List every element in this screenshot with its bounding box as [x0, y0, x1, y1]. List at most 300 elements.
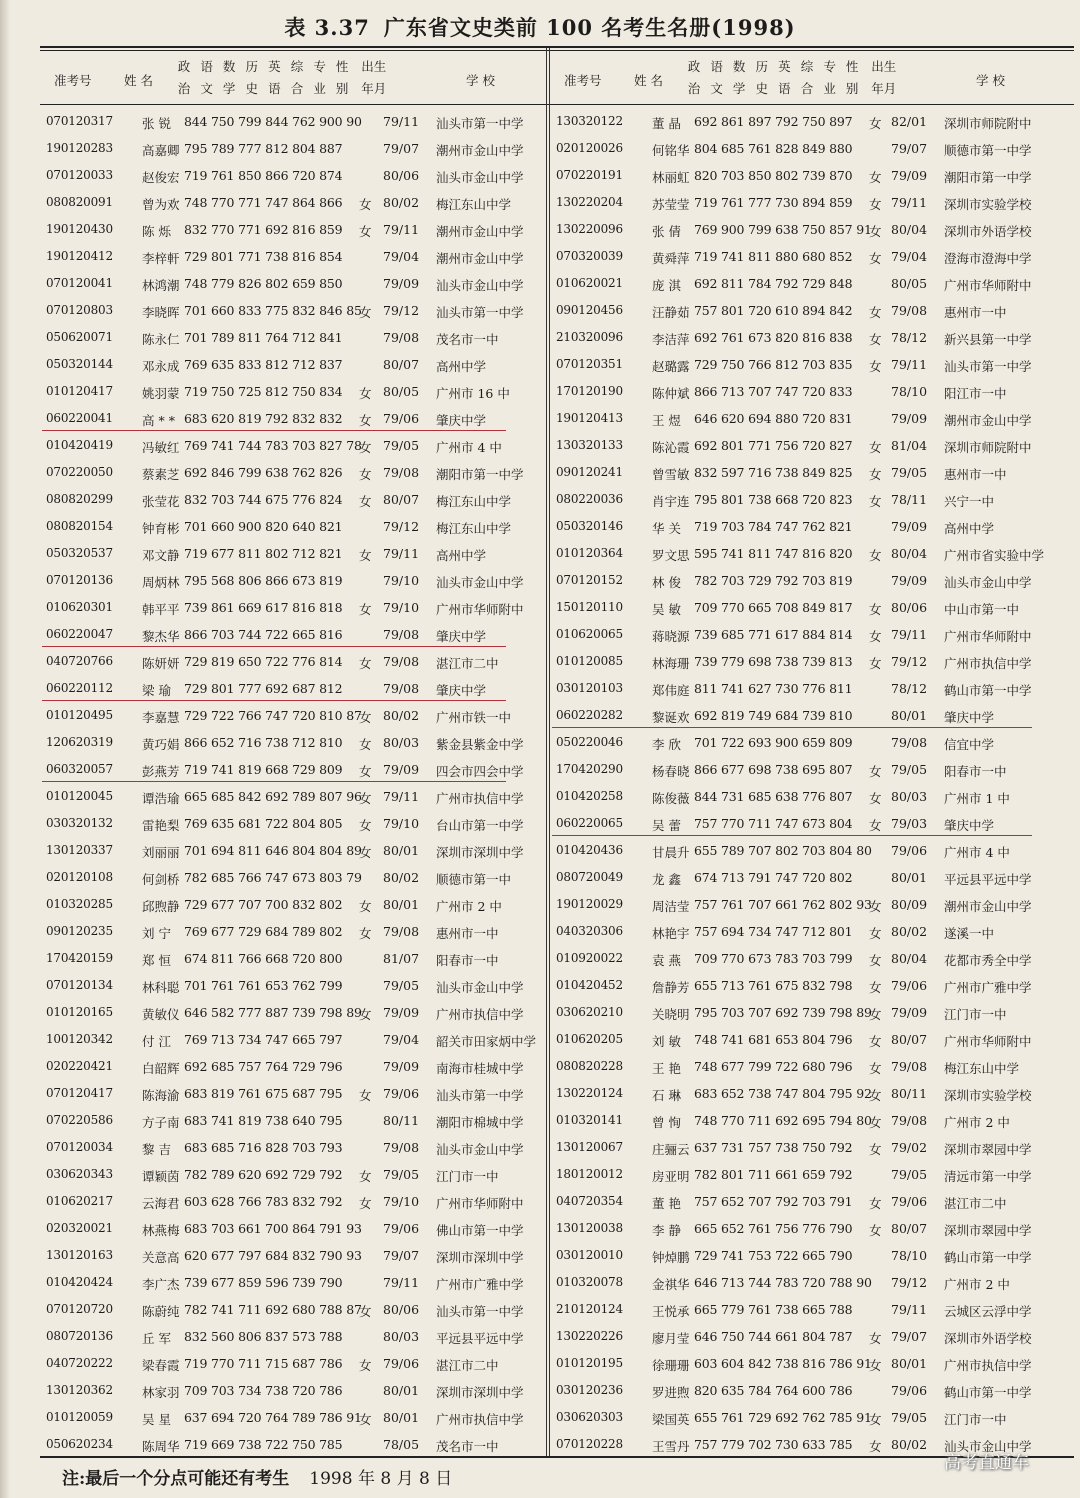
candidate-id: 010620217 — [46, 1194, 113, 1208]
candidate-scores: 701 722 693 900 659 809 — [694, 735, 853, 750]
candidate-sex: 女 — [359, 1007, 372, 1022]
candidate-name: 林丽虹 — [652, 170, 690, 185]
candidate-birth: 79/07 — [891, 1329, 928, 1344]
table-row — [556, 1215, 1072, 1242]
candidate-school: 中山市第一中 — [944, 602, 1020, 617]
candidate-birth: 79/09 — [383, 1059, 420, 1074]
candidate-birth: 79/06 — [383, 1221, 420, 1236]
table-row — [556, 1134, 1072, 1161]
candidate-name: 邓文静 — [142, 548, 180, 563]
candidate-birth: 79/11 — [891, 1302, 928, 1317]
candidate-id: 130120337 — [46, 843, 113, 857]
candidate-scores: 739 685 771 617 884 814 — [694, 627, 853, 642]
table-row — [46, 1053, 546, 1080]
candidate-id: 050320144 — [46, 357, 113, 371]
candidate-id: 080720049 — [556, 870, 623, 884]
candidate-birth: 80/06 — [383, 1302, 420, 1317]
candidate-sex: 女 — [869, 170, 882, 185]
candidate-birth: 79/06 — [383, 1356, 420, 1371]
candidate-birth: 79/05 — [383, 978, 420, 993]
candidate-scores: 832 560 806 837 573 788 — [184, 1329, 343, 1344]
candidate-id: 010420436 — [556, 843, 623, 857]
candidate-sex: 女 — [869, 1439, 882, 1454]
header-subject: 政 治 — [177, 59, 191, 96]
candidate-birth: 78/12 — [891, 330, 928, 345]
candidate-name: 郑伟庭 — [652, 683, 690, 698]
candidate-school: 汕头市金山中学 — [944, 575, 1032, 590]
candidate-scores: 769 713 734 747 665 797 — [184, 1032, 343, 1047]
candidate-school: 新兴县第一中学 — [944, 332, 1032, 347]
candidate-name: 林家羽 — [142, 1385, 180, 1400]
candidate-scores: 692 811 784 792 729 848 — [694, 276, 853, 291]
table-row — [46, 1350, 546, 1377]
candidate-school: 广州市 16 中 — [436, 386, 510, 401]
candidate-sex: 女 — [359, 413, 372, 428]
candidate-birth: 79/05 — [891, 1410, 928, 1425]
candidate-school: 肇庆中学 — [944, 710, 995, 725]
candidate-scores: 692 761 673 820 816 838 — [694, 330, 853, 345]
candidate-school: 汕头市第一中学 — [436, 305, 524, 320]
candidate-id: 070320039 — [556, 249, 623, 263]
candidate-id: 010320285 — [46, 897, 113, 911]
candidate-school: 惠州市一中 — [944, 305, 1007, 320]
table-row — [46, 540, 546, 567]
candidate-name: 庄骊云 — [652, 1142, 690, 1157]
candidate-sex: 女 — [869, 305, 882, 320]
candidate-school: 潮阳市棉城中学 — [436, 1115, 524, 1130]
candidate-birth: 79/09 — [891, 519, 928, 534]
candidate-school: 梅江东山中学 — [436, 197, 512, 212]
candidate-birth: 79/02 — [891, 1140, 928, 1155]
table-row — [556, 486, 1072, 513]
candidate-id: 070120033 — [46, 168, 113, 182]
candidate-school: 汕头市金山中学 — [436, 1142, 524, 1157]
table-row — [46, 675, 546, 702]
candidate-id: 010620065 — [556, 627, 623, 641]
red-underline — [42, 646, 506, 647]
candidate-name: 李 静 — [652, 1223, 681, 1238]
candidate-id: 010420419 — [46, 438, 113, 452]
candidate-sex: 女 — [359, 602, 372, 617]
candidate-sex: 女 — [359, 548, 372, 563]
candidate-sex: 女 — [359, 845, 372, 860]
candidate-birth: 80/07 — [383, 357, 420, 372]
candidate-scores: 757 761 707 661 762 802 93 — [694, 897, 872, 912]
candidate-birth: 80/02 — [383, 708, 420, 723]
candidate-id: 060220065 — [556, 816, 623, 830]
table-row — [46, 486, 546, 513]
candidate-birth: 79/09 — [891, 1005, 928, 1020]
candidate-id: 090120241 — [556, 465, 623, 479]
candidate-birth: 80/07 — [891, 1032, 928, 1047]
candidate-id: 090120456 — [556, 303, 623, 317]
table-row — [46, 1296, 546, 1323]
table-row — [46, 1188, 546, 1215]
table-row — [556, 1323, 1072, 1350]
candidate-id: 130120038 — [556, 1221, 623, 1235]
candidate-scores: 701 660 900 820 640 821 — [184, 519, 343, 534]
candidate-name: 林鸿潮 — [142, 278, 180, 293]
candidate-name: 陈 烁 — [142, 224, 171, 239]
candidate-name: 陈俊薇 — [652, 791, 690, 806]
candidate-name: 罗进煦 — [652, 1385, 690, 1400]
candidate-birth: 80/03 — [383, 735, 420, 750]
candidate-scores: 757 652 707 792 703 791 — [694, 1194, 853, 1209]
table-right — [556, 108, 1072, 1458]
candidate-school: 潮阳市第一中学 — [944, 170, 1032, 185]
watermark: 高考直通车 — [944, 1453, 1029, 1473]
candidate-name: 丘 军 — [142, 1331, 171, 1346]
candidate-school: 阳春市一中 — [436, 953, 499, 968]
candidate-scores: 832 703 744 675 776 824 — [184, 492, 343, 507]
candidate-school: 南海市桂城中学 — [436, 1061, 524, 1076]
candidate-scores: 709 770 665 708 849 817 — [694, 600, 853, 615]
candidate-id: 030620343 — [46, 1167, 113, 1181]
candidate-id: 040720354 — [556, 1194, 623, 1208]
candidate-birth: 78/10 — [891, 384, 928, 399]
candidate-school: 高州中学 — [436, 359, 487, 374]
candidate-name: 林燕梅 — [142, 1223, 180, 1238]
table-row — [46, 432, 546, 459]
candidate-school: 韶关市田家炳中学 — [436, 1034, 537, 1049]
candidate-name: 关意高 — [142, 1250, 180, 1265]
candidate-sex: 女 — [359, 1196, 372, 1211]
candidate-id: 070120136 — [46, 573, 113, 587]
candidate-sex: 女 — [869, 1358, 882, 1373]
candidate-sex: 女 — [359, 791, 372, 806]
candidate-scores: 620 677 797 684 832 790 93 — [184, 1248, 362, 1263]
table-row — [556, 1026, 1072, 1053]
candidate-school: 平远县平远中学 — [944, 872, 1032, 887]
candidate-school: 广州市执信中学 — [436, 791, 524, 806]
candidate-school: 广州市 2 中 — [436, 899, 502, 914]
candidate-sex: 女 — [869, 440, 882, 455]
candidate-scores: 844 731 685 638 776 807 — [694, 789, 853, 804]
candidate-school: 广州市 4 中 — [944, 845, 1010, 860]
table-row — [46, 1242, 546, 1269]
table-row — [46, 810, 546, 837]
candidate-id: 010120045 — [46, 789, 113, 803]
candidate-name: 徐珊珊 — [652, 1358, 690, 1373]
table-row — [46, 648, 546, 675]
candidate-school: 广州市华师附中 — [944, 1034, 1032, 1049]
table-row — [556, 999, 1072, 1026]
candidate-sex: 女 — [359, 1358, 372, 1373]
candidate-id: 020220421 — [46, 1059, 113, 1073]
table-row — [46, 729, 546, 756]
candidate-school: 深圳市实验学校 — [944, 1088, 1032, 1103]
candidate-scores: 709 770 673 783 703 799 — [694, 951, 853, 966]
candidate-sex: 女 — [869, 1088, 882, 1103]
candidate-school: 四会市四会中学 — [436, 764, 524, 779]
candidate-scores: 683 741 819 738 640 795 — [184, 1113, 343, 1128]
candidate-name: 李梓軒 — [142, 251, 180, 266]
candidate-name: 高 * * — [142, 413, 175, 428]
candidate-name: 李晓晖 — [142, 305, 180, 320]
candidate-id: 130220226 — [556, 1329, 623, 1343]
candidate-birth: 80/07 — [383, 492, 420, 507]
candidate-id: 050620234 — [46, 1437, 113, 1451]
table-row — [556, 513, 1072, 540]
candidate-school: 茂名市一中 — [436, 1439, 499, 1454]
table-row — [556, 918, 1072, 945]
candidate-name: 李 欣 — [652, 737, 681, 752]
candidate-name: 付 江 — [142, 1034, 171, 1049]
candidate-id: 040320306 — [556, 924, 623, 938]
candidate-id: 120620319 — [46, 735, 113, 749]
candidate-sex: 女 — [869, 926, 882, 941]
candidate-scores: 739 779 698 738 739 813 — [694, 654, 853, 669]
table-row — [46, 216, 546, 243]
table-row — [46, 1215, 546, 1242]
header-subject: 英 语 — [268, 59, 281, 96]
table-row — [556, 459, 1072, 486]
candidate-id: 030120010 — [556, 1248, 623, 1262]
candidate-school: 澄海市澄海中学 — [944, 251, 1032, 266]
candidate-name: 廖月莹 — [652, 1331, 690, 1346]
candidate-birth: 80/01 — [891, 708, 928, 723]
candidate-school: 江门市一中 — [436, 1169, 499, 1184]
candidate-id: 010920022 — [556, 951, 623, 965]
candidate-name: 罗文思 — [652, 548, 690, 563]
candidate-id: 030120103 — [556, 681, 623, 695]
candidate-birth: 79/12 — [383, 303, 420, 318]
candidate-name: 华 关 — [652, 521, 681, 536]
candidate-sex: 女 — [869, 602, 882, 617]
candidate-school: 高州中学 — [944, 521, 995, 536]
candidate-scores: 701 660 833 775 832 846 85 — [184, 303, 362, 318]
candidate-birth: 79/12 — [891, 654, 928, 669]
candidate-id: 190120413 — [556, 411, 623, 425]
candidate-birth: 80/01 — [383, 1410, 420, 1425]
column-divider — [546, 48, 547, 1456]
candidate-name: 刘丽丽 — [142, 845, 180, 860]
table-row — [556, 1161, 1072, 1188]
candidate-scores: 782 703 729 792 703 819 — [694, 573, 853, 588]
candidate-birth: 79/11 — [891, 627, 928, 642]
candidate-scores: 729 677 707 700 832 802 — [184, 897, 343, 912]
candidate-sex: 女 — [869, 548, 882, 563]
candidate-birth: 79/10 — [383, 1194, 420, 1209]
candidate-id: 170420159 — [46, 951, 113, 965]
candidate-name: 蔡素芝 — [142, 467, 180, 482]
candidate-school: 汕头市金山中学 — [436, 575, 524, 590]
candidate-school: 潮州市金山中学 — [944, 899, 1032, 914]
candidate-id: 010420424 — [46, 1275, 113, 1289]
candidate-school: 汕头市第一中学 — [436, 1304, 524, 1319]
table-row — [556, 729, 1072, 756]
candidate-id: 010320141 — [556, 1113, 623, 1127]
candidate-scores: 719 703 784 747 762 821 — [694, 519, 853, 534]
candidate-id: 070120034 — [46, 1140, 113, 1154]
candidate-id: 020120026 — [556, 141, 623, 155]
candidate-scores: 719 741 819 668 729 809 — [184, 762, 343, 777]
candidate-sex: 女 — [869, 764, 882, 779]
candidate-name: 雷艳梨 — [142, 818, 180, 833]
candidate-name: 董 艳 — [652, 1196, 681, 1211]
candidate-name: 张莹花 — [142, 494, 180, 509]
candidate-id: 190120430 — [46, 222, 113, 236]
candidate-scores: 674 811 766 668 720 800 — [184, 951, 343, 966]
candidate-school: 江门市一中 — [944, 1412, 1007, 1427]
header-subject: 数 学 — [732, 59, 746, 96]
candidate-id: 130320133 — [556, 438, 623, 452]
candidate-name: 关晓明 — [652, 1007, 690, 1022]
candidate-id: 010420258 — [556, 789, 623, 803]
candidate-school: 肇庆中学 — [436, 629, 487, 644]
table-row — [556, 1377, 1072, 1404]
candidate-name: 黄敏仪 — [142, 1007, 180, 1022]
candidate-birth: 80/01 — [891, 870, 928, 885]
header-id: 准考号 — [54, 73, 92, 88]
candidate-sex: 女 — [869, 1142, 882, 1157]
candidate-name: 石 琳 — [652, 1088, 681, 1103]
candidate-name: 邓永成 — [142, 359, 180, 374]
candidate-birth: 80/06 — [891, 600, 928, 615]
candidate-school: 梅江东山中学 — [436, 494, 512, 509]
candidate-sex: 女 — [869, 656, 882, 671]
candidate-school: 遂溪一中 — [944, 926, 995, 941]
table-row — [556, 594, 1072, 621]
header-subject: 政 治 — [687, 59, 701, 96]
candidate-school: 汕头市第一中学 — [944, 359, 1032, 374]
table-row — [46, 351, 546, 378]
header-name: 姓 名 — [124, 73, 153, 88]
candidate-id: 080220036 — [556, 492, 623, 506]
candidate-scores: 646 620 694 880 720 831 — [694, 411, 853, 426]
header-subject: 综 合 — [290, 59, 304, 96]
candidate-birth: 79/11 — [383, 222, 420, 237]
candidate-scores: 595 741 811 747 816 820 — [694, 546, 853, 561]
candidate-id: 010620301 — [46, 600, 113, 614]
candidate-name: 陈沁霞 — [652, 440, 690, 455]
candidate-birth: 79/07 — [383, 141, 420, 156]
candidate-name: 李嘉慧 — [142, 710, 180, 725]
candidate-id: 070120317 — [46, 114, 113, 128]
candidate-id: 100120342 — [46, 1032, 113, 1046]
candidate-birth: 80/05 — [891, 276, 928, 291]
candidate-school: 广州市 2 中 — [944, 1277, 1010, 1292]
table-row — [46, 1107, 546, 1134]
candidate-scores: 692 861 897 792 750 897 — [694, 114, 853, 129]
candidate-birth: 78/11 — [891, 492, 928, 507]
footnote — [62, 1464, 452, 1489]
candidate-name: 甘晨升 — [652, 845, 690, 860]
candidate-sex: 女 — [359, 1304, 372, 1319]
candidate-id: 070120351 — [556, 357, 623, 371]
candidate-scores: 832 770 771 692 816 859 — [184, 222, 343, 237]
candidate-birth: 79/12 — [891, 1275, 928, 1290]
table-row — [556, 432, 1072, 459]
candidate-school: 深圳市外语学校 — [944, 224, 1032, 239]
candidate-id: 170420290 — [556, 762, 623, 776]
table-row — [46, 162, 546, 189]
candidate-id: 010120195 — [556, 1356, 623, 1370]
candidate-birth: 79/05 — [383, 1167, 420, 1182]
candidate-scores: 683 685 716 828 703 793 — [184, 1140, 343, 1155]
candidate-name: 黄舜萍 — [652, 251, 690, 266]
table-row — [556, 540, 1072, 567]
table-row — [556, 1269, 1072, 1296]
table-row — [556, 648, 1072, 675]
candidate-scores: 665 652 761 756 776 790 — [694, 1221, 853, 1236]
candidate-id: 040720766 — [46, 654, 113, 668]
candidate-school: 深圳市师院附中 — [944, 116, 1032, 131]
candidate-school: 深圳市深圳中学 — [436, 1385, 524, 1400]
candidate-birth: 79/05 — [891, 762, 928, 777]
candidate-sex: 女 — [869, 251, 882, 266]
candidate-birth: 79/06 — [383, 1086, 420, 1101]
candidate-id: 070120417 — [46, 1086, 113, 1100]
candidate-id: 070120134 — [46, 978, 113, 992]
candidate-scores: 769 741 744 783 703 827 78 — [184, 438, 362, 453]
candidate-school: 广州市华师附中 — [436, 1196, 524, 1211]
table-row — [556, 189, 1072, 216]
candidate-name: 方子南 — [142, 1115, 180, 1130]
candidate-scores: 748 770 771 747 864 866 — [184, 195, 343, 210]
table-row — [556, 891, 1072, 918]
candidate-birth: 79/06 — [383, 411, 420, 426]
candidate-name: 龙 鑫 — [652, 872, 681, 887]
candidate-id: 080820091 — [46, 195, 113, 209]
candidate-scores: 603 604 842 738 816 786 91 — [694, 1356, 872, 1371]
header-birth: 出生 年月 — [871, 59, 897, 96]
candidate-name: 刘 敏 — [652, 1034, 681, 1049]
candidate-school: 茂名市一中 — [436, 332, 499, 347]
candidate-scores: 866 713 707 747 720 833 — [694, 384, 853, 399]
candidate-id: 170120190 — [556, 384, 623, 398]
candidate-id: 060320057 — [46, 762, 113, 776]
candidate-id: 050220046 — [556, 735, 623, 749]
candidate-school: 潮州市金山中学 — [944, 413, 1032, 428]
candidate-scores: 844 750 799 844 762 900 90 — [184, 114, 362, 129]
candidate-sex: 女 — [869, 818, 882, 833]
candidate-birth: 79/09 — [891, 168, 928, 183]
candidate-sex: 女 — [359, 1088, 372, 1103]
table-row — [556, 1053, 1072, 1080]
candidate-scores: 655 713 761 675 832 798 — [694, 978, 853, 993]
candidate-id: 060220047 — [46, 627, 113, 641]
candidate-birth: 79/09 — [383, 276, 420, 291]
candidate-sex: 女 — [869, 1007, 882, 1022]
candidate-sex: 女 — [359, 224, 372, 239]
candidate-school: 潮州市金山中学 — [436, 224, 524, 239]
candidate-birth: 79/11 — [891, 357, 928, 372]
table-row — [46, 756, 546, 783]
candidate-scores: 719 761 777 730 894 859 — [694, 195, 853, 210]
candidate-id: 130120163 — [46, 1248, 113, 1262]
table-row — [556, 1188, 1072, 1215]
candidate-birth: 80/09 — [891, 897, 928, 912]
candidate-school: 湛江市二中 — [436, 1358, 499, 1373]
candidate-school: 顺德市第一中学 — [944, 143, 1032, 158]
candidate-scores: 719 761 850 866 720 874 — [184, 168, 343, 183]
header-subject: 语 文 — [710, 59, 723, 96]
candidate-scores: 820 635 784 764 600 786 — [694, 1383, 853, 1398]
column-divider-second — [549, 48, 550, 1456]
candidate-name: 王 艳 — [652, 1061, 681, 1076]
candidate-scores: 683 703 661 700 864 791 93 — [184, 1221, 362, 1236]
table-left — [46, 108, 546, 1458]
header-subject: 性 别 — [845, 59, 859, 96]
table-row — [46, 1134, 546, 1161]
candidate-birth: 79/11 — [383, 789, 420, 804]
candidate-scores: 729 741 753 722 665 790 — [694, 1248, 853, 1263]
candidate-id: 020120108 — [46, 870, 113, 884]
candidate-birth: 80/01 — [383, 843, 420, 858]
candidate-name: 赵俊宏 — [142, 170, 180, 185]
candidate-id: 060220041 — [46, 411, 113, 425]
